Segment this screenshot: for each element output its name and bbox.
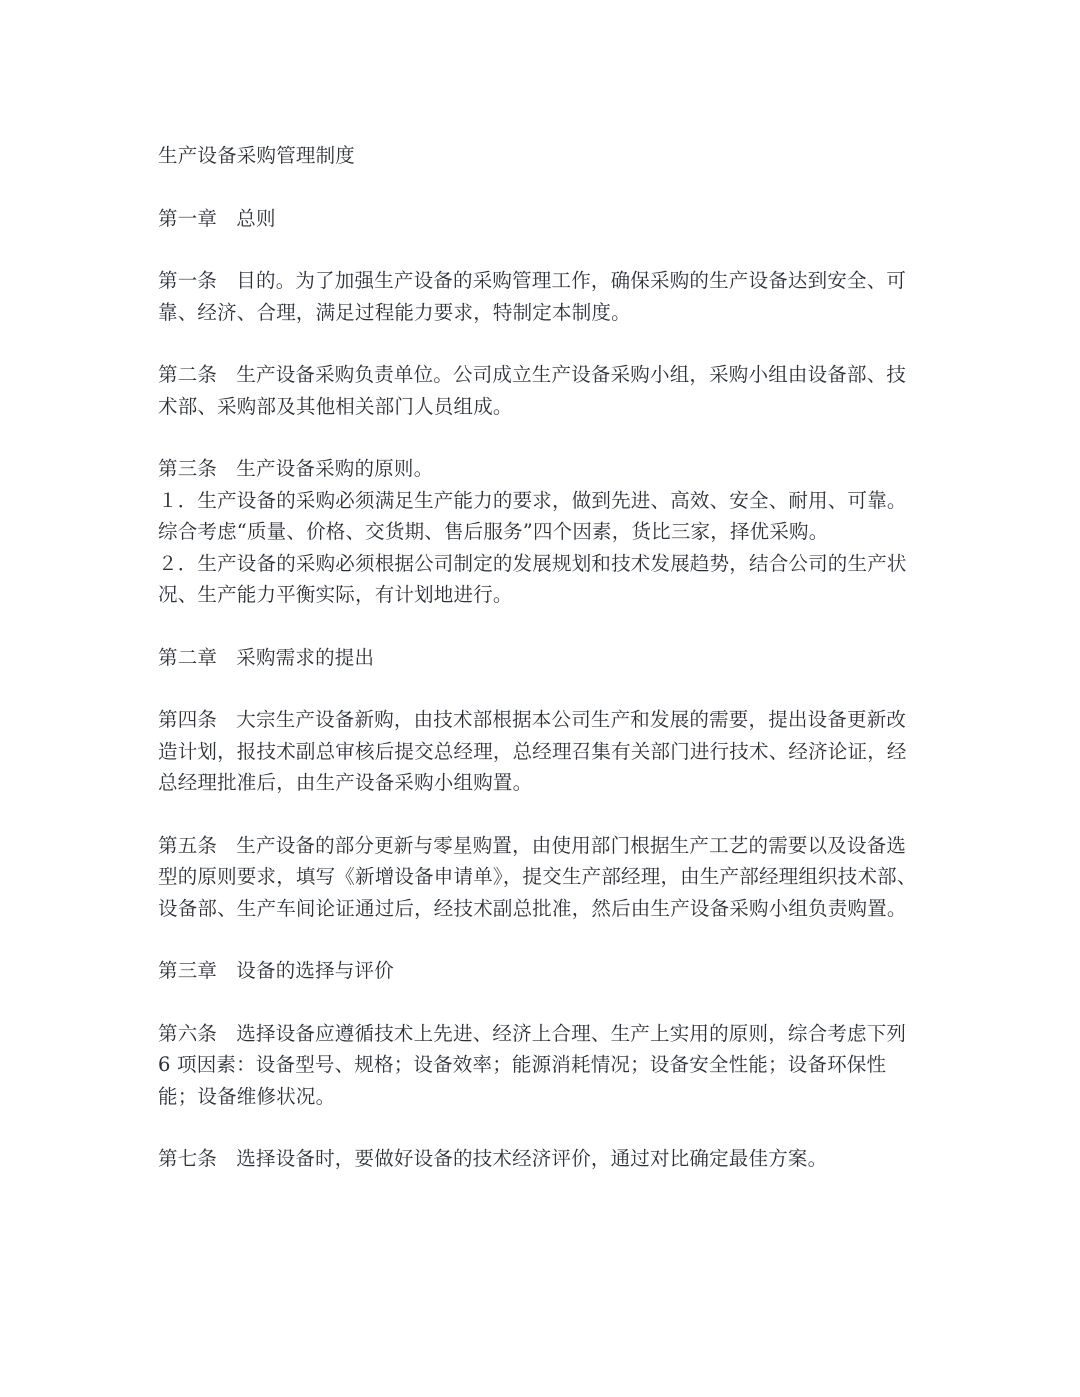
article-2: 第二条 生产设备采购负责单位。公司成立生产设备采购小组，采购小组由设备部、技术部、采购部及其他相关部门人员组成。 xyxy=(158,363,907,418)
article-3-item-1: １．生产设备的采购必须满足生产能力的要求，做到先进、高效、安全、耐用、可靠。综合考虑“质量、价格、交货期、售后服务”四个因素，货比三家，择优采购。 xyxy=(158,488,907,543)
article-7: 第七条 选择设备时，要做好设备的技术经济评价，通过对比确定最佳方案。 xyxy=(158,1147,828,1170)
document-body xyxy=(158,140,920,1175)
article-4: 第四条 大宗生产设备新购，由技术部根据本公司生产和发展的需要，提出设备更新改造计划，报技术副总审核后提交总经理，总经理召集有关部门进行技术、经济论证，经总经理批准后，由生产设备采购小组购置。 xyxy=(158,708,907,794)
chapter-heading-2: 第二章 采购需求的提出 xyxy=(158,645,375,669)
chapter-heading-3: 第三章 设备的选择与评价 xyxy=(158,959,394,982)
document-title: 生产设备采购管理制度 xyxy=(158,144,356,167)
article-3-item-2: ２．生产设备的采购必须根据公司制定的发展规划和技术发展趋势，结合公司的生产状况、生产能力平衡实际，有计划地进行。 xyxy=(158,551,907,606)
article-5: 第五条 生产设备的部分更新与零星购置，由使用部门根据生产工艺的需要以及设备选型的原则要求，填写《新增设备申请单》，提交生产部经理，由生产部经理组织技术部、设备部、生产车间论证通过后，经技术副总批准，然后由生产设备采购小组负责购置。 xyxy=(158,833,917,920)
article-6: 第六条 选择设备应遵循技术上先进、经济上合理、生产上实用的原则，综合考虑下列 6 项因素：设备型号、规格；设备效率；能源消耗情况；设备安全性能；设备环保性能；设备维修状况。 xyxy=(158,1021,913,1108)
article-3: 第三条 生产设备采购的原则。 xyxy=(158,457,434,480)
article-1: 第一条 目的。为了加强生产设备的采购管理工作，确保采购的生产设备达到安全、可靠、经济、合理，满足过程能力要求，特制定本制度。 xyxy=(158,269,907,324)
chapter-heading-1: 第一章 总则 xyxy=(158,206,276,230)
